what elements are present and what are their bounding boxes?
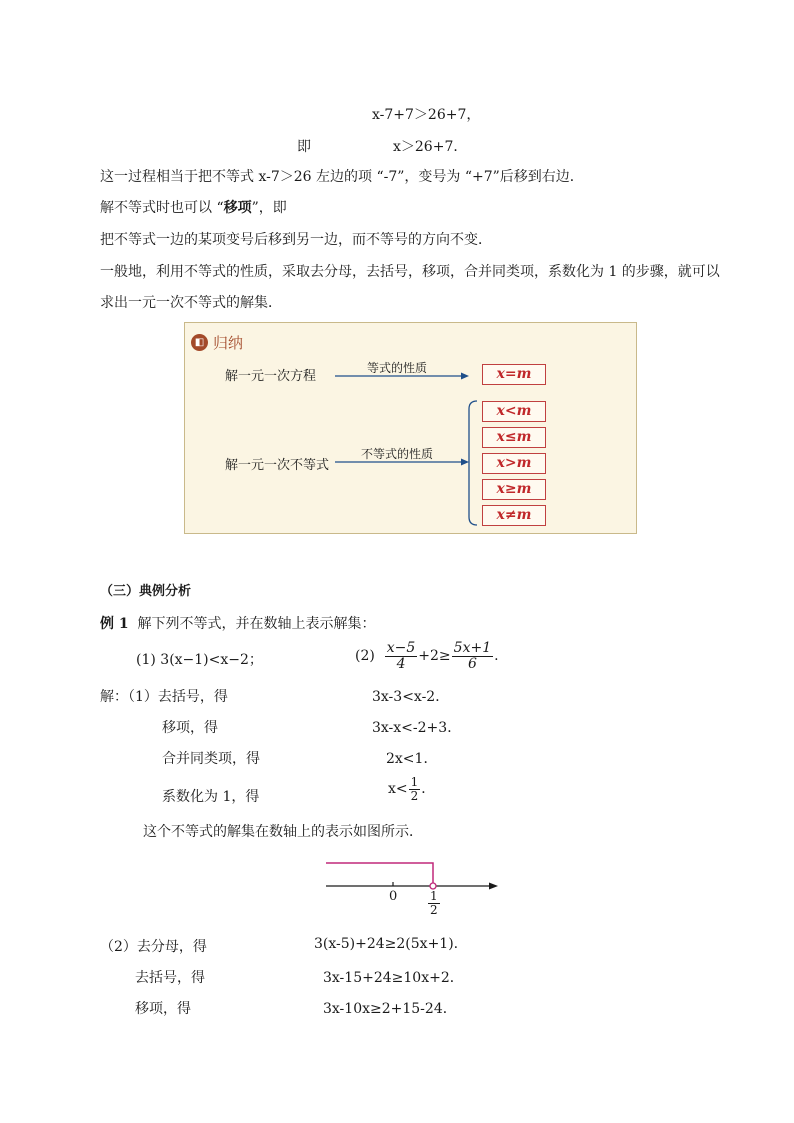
part2-step-2: 3x-15+24≥10x+2． bbox=[323, 970, 464, 986]
part2-label-2: 去括号，得 bbox=[135, 970, 205, 986]
result-gt: x>m bbox=[482, 453, 546, 474]
solution-set-bracket bbox=[326, 863, 433, 886]
axis-arrow bbox=[489, 883, 498, 890]
ji-label: 即 bbox=[297, 139, 311, 155]
row2-arrow bbox=[335, 457, 470, 467]
example-label: 例 1 bbox=[100, 616, 129, 632]
row2-arrow-label: 不等式的性质 bbox=[361, 447, 434, 461]
result-le: x≤m bbox=[482, 427, 546, 448]
part2-label-1: （2）去分母，得 bbox=[100, 939, 207, 955]
summary-box bbox=[184, 322, 637, 534]
example-prompt: 例 1 解下列不等式，并在数轴上表示解集： bbox=[100, 616, 376, 632]
numberline-caption: 这个不等式的解集在数轴上的表示如图所示． bbox=[143, 824, 423, 840]
paragraph-3: 把不等式一边的某项变号后移到另一边，而不等号的方向不变． bbox=[100, 232, 492, 248]
paragraph-5: 求出一元一次不等式的解集． bbox=[100, 295, 282, 311]
result-ne: x≠m bbox=[482, 505, 546, 526]
row1-result: x=m bbox=[482, 364, 546, 385]
row1-label: 解一元一次方程 bbox=[225, 369, 317, 384]
summary-header bbox=[191, 332, 243, 353]
numberline-zero-label: 0 bbox=[389, 889, 398, 904]
solution-step-2: 3x-x<-2+3． bbox=[372, 720, 462, 736]
paragraph-4: 一般地，利用不等式的性质，采取去分母，去括号，移项，合并同类项，系数化为 1 的步骤，就可以 bbox=[100, 264, 720, 280]
paragraph-2: 解不等式时也可以 “移项”，即 bbox=[100, 200, 287, 216]
row2-label: 解一元一次不等式 bbox=[225, 458, 330, 473]
part2-label-3: 移项，得 bbox=[135, 1001, 191, 1017]
solution-step-4: x< $\frac{1}{2}$ ． bbox=[388, 775, 436, 803]
summary-icon: ◧ bbox=[191, 334, 208, 351]
row2-brace bbox=[465, 399, 479, 527]
result-ge: x≥m bbox=[482, 479, 546, 500]
solution-label-4: 系数化为 1，得 bbox=[162, 789, 260, 805]
solution-step-1: 3x-3<x-2． bbox=[372, 689, 450, 705]
part2-step-3: 3x-10x≥2+15-24． bbox=[323, 1001, 457, 1017]
summary-title: 归纳 bbox=[213, 334, 244, 352]
solution-label-3: 合并同类项，得 bbox=[162, 751, 260, 767]
part2-step-1: 3(x-5)+24≥2(5x+1). bbox=[314, 936, 459, 952]
solution-step-3: 2x<1． bbox=[386, 751, 438, 767]
paragraph-1: 这一过程相当于把不等式 x-7＞26 左边的项 “-7”，变号为 “+7”后移到右边． bbox=[100, 169, 584, 185]
question-2: (2) $\frac{x-5}{4}$ +2≥ $\frac{5x+1}{6}$ . bbox=[355, 640, 499, 672]
solution-label-2: 移项，得 bbox=[162, 720, 218, 736]
section-heading: （三）典例分析 bbox=[100, 584, 192, 599]
row1-arrow-label: 等式的性质 bbox=[367, 361, 428, 375]
numberline-half-label: $\frac{1}{2}$ bbox=[430, 889, 438, 917]
number-line bbox=[320, 858, 505, 890]
solution-intro: 解：（1）去括号，得 bbox=[100, 689, 228, 705]
row1-arrow bbox=[335, 371, 470, 381]
term-move: 移项 bbox=[223, 200, 252, 216]
equation-line-1: x-7+7＞26+7， bbox=[372, 107, 481, 123]
result-lt: x<m bbox=[482, 401, 546, 422]
question-1: (1) 3(x−1)<x−2； bbox=[136, 652, 263, 668]
equation-line-2: x＞26+7． bbox=[393, 139, 468, 155]
